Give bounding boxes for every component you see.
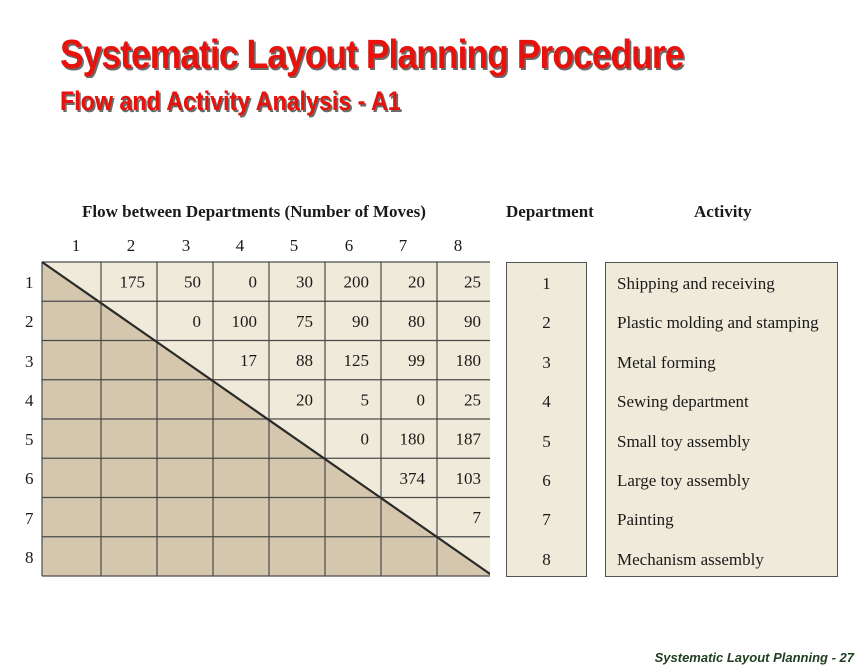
row-number: 2: [25, 312, 34, 332]
flow-value: 88: [296, 351, 313, 371]
activity-name: Painting: [617, 510, 674, 530]
flow-value: 0: [360, 429, 369, 449]
slide-footer: Systematic Layout Planning - 27: [654, 650, 854, 665]
column-number: 8: [453, 236, 463, 255]
department-list: [506, 262, 587, 577]
activity-name: Plastic molding and stamping: [617, 313, 819, 333]
flow-value: 90: [464, 311, 481, 331]
flow-value: 5: [360, 390, 369, 410]
flow-value: 80: [408, 311, 425, 331]
column-number: 3: [181, 236, 191, 255]
department-column-header: Department: [506, 202, 594, 221]
flow-value: 180: [399, 429, 425, 449]
department-number: 1: [542, 274, 551, 293]
column-number: 1: [71, 236, 81, 255]
activity-name: Large toy assembly: [617, 471, 750, 490]
activity-list: [605, 262, 838, 577]
flow-value: 0: [416, 390, 425, 410]
flow-value: 0: [248, 272, 257, 292]
flow-value: 20: [296, 390, 313, 410]
flow-value: 7: [472, 508, 481, 528]
column-number: 2: [126, 236, 136, 255]
activity-name: Sewing department: [617, 392, 749, 412]
flow-value: 180: [455, 351, 481, 371]
department-number: 5: [542, 431, 551, 451]
column-number: 6: [344, 236, 354, 255]
column-number: 7: [398, 236, 408, 255]
flow-value: 200: [343, 272, 369, 292]
row-number: 8: [25, 547, 34, 567]
activity-column-header: Activity: [694, 202, 752, 221]
row-number: 6: [25, 469, 34, 489]
row-number: 4: [25, 390, 34, 410]
department-number: 7: [542, 510, 551, 530]
activity-name: Small toy assembly: [617, 431, 751, 451]
flow-value: 175: [119, 272, 145, 292]
department-number: 8: [542, 549, 551, 569]
flow-value: 90: [352, 311, 369, 331]
flow-value: 25: [464, 390, 481, 410]
flow-value: 99: [408, 351, 425, 371]
flow-value: 30: [296, 272, 313, 292]
activity-name: Shipping and receiving: [617, 274, 775, 293]
slide-title: Systematic Layout Planning Procedure: [60, 31, 684, 77]
row-number: 5: [25, 430, 34, 449]
flow-value: 100: [231, 311, 257, 331]
flow-value: 17: [240, 351, 257, 371]
flow-value: 187: [455, 429, 481, 449]
column-number: 4: [235, 236, 245, 255]
department-number: 6: [542, 471, 551, 490]
flow-table-header: Flow between Departments (Number of Moves): [82, 202, 426, 221]
flow-value: 20: [408, 272, 425, 292]
flow-value: 75: [296, 311, 313, 331]
activity-name: Metal forming: [617, 352, 716, 372]
flow-matrix: [40, 261, 490, 579]
department-number: 2: [542, 313, 551, 333]
activity-name: Mechanism assembly: [617, 549, 764, 569]
flow-value: 0: [192, 311, 201, 331]
flow-value: 125: [343, 351, 369, 371]
department-number: 4: [542, 392, 551, 412]
flow-value: 50: [184, 272, 201, 292]
flow-value: 374: [399, 468, 425, 488]
row-number: 3: [25, 351, 34, 371]
column-number: 5: [289, 236, 299, 255]
row-number: 7: [25, 508, 34, 528]
department-number: 3: [542, 352, 551, 372]
flow-value: 25: [464, 272, 481, 292]
flow-value: 103: [455, 468, 481, 488]
slide-subtitle: Flow and Activity Analysis - A1: [60, 86, 401, 116]
row-number: 1: [25, 273, 34, 292]
